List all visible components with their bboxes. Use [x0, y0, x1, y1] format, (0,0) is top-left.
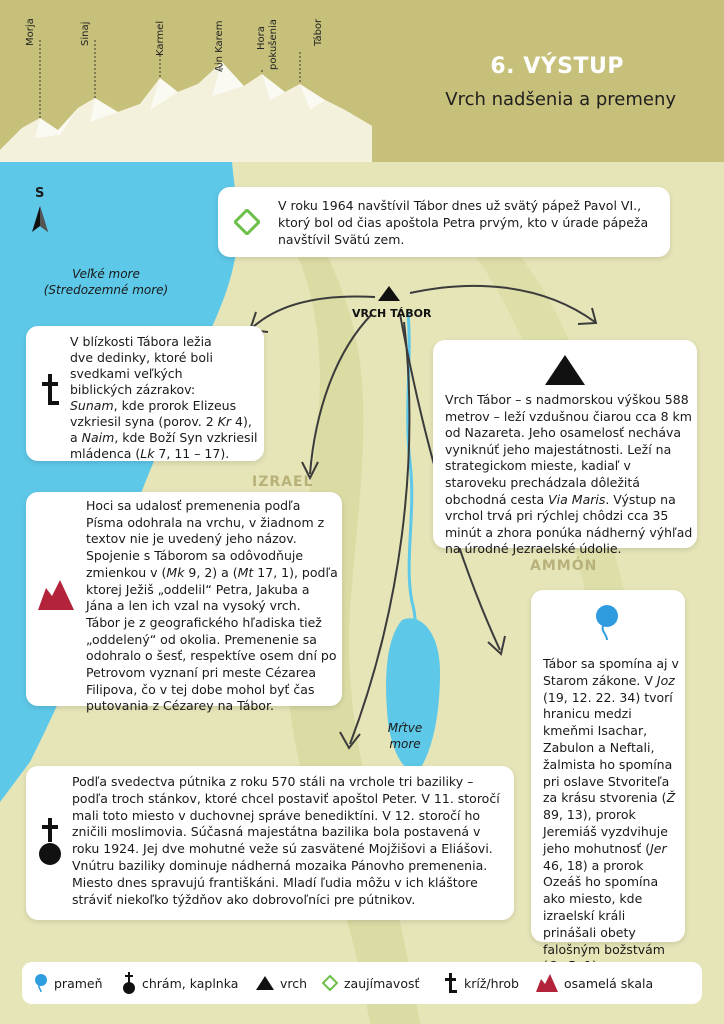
legend-item-cross	[444, 962, 519, 1004]
legend-label: kríž/hrob	[464, 975, 519, 991]
ot-text-part: 89, 13), prorok Jeremiáš vyzdvihuje jeho mohutnosť (	[543, 807, 668, 856]
card-oldtestament	[531, 590, 685, 957]
card-mountain	[433, 340, 697, 557]
legend-item-rock	[536, 962, 653, 1004]
legend-item-attraction	[322, 962, 419, 1004]
peak-label-morja: Morja	[25, 18, 36, 46]
header	[0, 0, 724, 162]
peak-label-ain-karem: Ain Karem	[214, 20, 225, 72]
via-maris: Via Maris	[548, 491, 606, 507]
mountain-icon	[256, 976, 274, 990]
church-icon	[38, 818, 62, 866]
mountain-text-part: . Výstup na vrchol trvá pri rýchlej chôdzi cca 35 minút a zhora ponúka nádherný výhľad na úrodné Jezraelské údolie.	[445, 491, 693, 557]
villages-naim: Naim	[81, 430, 115, 445]
ot-text-part: Tábor sa spomína aj v Starom zákone. V	[543, 656, 679, 688]
card-transfiguration-text	[86, 498, 338, 715]
dead-sea-label	[380, 720, 430, 752]
dead-sea-label-line2: more	[389, 737, 421, 751]
legend-item-spring	[34, 962, 103, 1004]
villages-line: biblických zázrakov:	[70, 382, 196, 397]
peak-label-tabor: Tábor	[313, 18, 324, 46]
villages-line: V blízkosti Tábora ležia	[70, 334, 212, 349]
villages-line	[70, 446, 260, 462]
tabor-label: VRCH TÁBOR	[352, 307, 432, 320]
villages-text-part: , kde prorok Elizeus	[113, 398, 237, 413]
villages-line	[70, 430, 260, 446]
card-villages-text	[70, 334, 260, 462]
church-icon	[122, 972, 136, 994]
ref-z: Ž	[666, 790, 676, 806]
transfiguration-text-part: 9, 2) a (	[184, 564, 238, 580]
card-basilica-text: Podľa svedectva pútnika z roku 570 stáli na vrchole tri baziliky – podľa troch stánkov, ktoré chcel postaviť apoštol Peter. V 11. storočí mali toto miesto v duchovnej správe benediktíni. V 12. storočí ho zničili moslimovia. Súčasná majestátna bazilika bola postavená v roku 1924. Jej dve mohutné veže sú zasvätené Mojžišovi a Eliášovi. Vnútru baziliky dominuje nádherná mozaika Pánovho premenenia. Miesto dnes spravujú františkáni. Mladí ľudia môžu v ich kláštore stráviť niekoľko týždňov ako dobrovoľníci pre pútnikov.	[72, 774, 500, 907]
villages-line	[70, 398, 260, 414]
villages-ref: Kr	[217, 414, 232, 429]
section-subtitle: Vrch nadšenia a premeny	[445, 89, 676, 110]
ref-mt: Mt	[237, 564, 254, 580]
mountain-icon	[545, 354, 585, 386]
dead-sea-label-line1: Mŕtve	[387, 721, 423, 735]
villages-sunam: Sunam	[70, 398, 114, 413]
ref-joz: Joz	[656, 672, 675, 688]
transfiguration-text-part: Hoci sa udalosť premenenia podľa Písma odohrala na vrchu, v žiadnom z textov nie je uvedený jeho názov. Spojenie s Táborom sa odôvodňuje zmienkou v (	[86, 498, 325, 580]
peak-label-pokusenia: pokušenia	[268, 19, 279, 70]
ot-text-part: (19, 12. 22. 34) tvorí hranicu medzi kmeňmi Isachar, Zabulon a Neftali, žalmista ho spomína pri oslave Stvoriteľa za krásu stvorenia (	[543, 689, 673, 806]
transfiguration-text-part: 17, 1), podľa ktorej Ježiš „oddelil“ Petra, Jakuba a Jána a len ich vzal na vysoký vrch. Tábor je z geografického hľadiska tiež „oddelený“ od okolia. Premenenie sa odohralo o šesť, respektíve osem dní po Petrovom vyznaní pri meste Cézarea Filipova, čo v tej dobe mohol byť čas putovania z Cézarey na Tábor.	[86, 564, 338, 714]
section-title: 6. VÝSTUP	[490, 54, 624, 79]
ref-jer: Jer	[650, 840, 667, 856]
cross-grave-icon	[444, 973, 458, 993]
legend-label: chrám, kaplnka	[142, 975, 239, 991]
peak-label-sinaj: Sinaj	[80, 21, 91, 46]
legend-label: osamelá skala	[564, 975, 654, 991]
legend-label: prameň	[54, 975, 103, 991]
country-label-israel: IZRAEL	[252, 474, 314, 490]
villages-ref: Lk	[140, 446, 155, 461]
sea-label-line1: Veľké more	[72, 267, 140, 281]
card-villages	[26, 326, 264, 461]
villages-line: dve dedinky, ktoré boli	[70, 350, 213, 365]
legend-label: zaujímavosť	[344, 975, 420, 991]
legend-item-mountain	[256, 962, 307, 1004]
north-label: S	[35, 186, 45, 201]
peak-label-karmel: Karmel	[155, 20, 166, 56]
villages-text-part: 7, 11 – 17).	[154, 446, 230, 461]
ot-text-part: 46, 18) a prorok Ozeáš ho spomína ako miesto, kde izraelskí králi prinášali obety falošným božstvám	[543, 857, 665, 957]
card-mountain-text	[445, 392, 693, 558]
legend	[22, 962, 702, 1004]
card-pope	[218, 187, 670, 257]
sea-label	[36, 266, 176, 298]
card-transfiguration	[26, 492, 342, 714]
mountain-range-illustration	[0, 0, 724, 162]
villages-text-part: vzkriesil syna (porov. 2	[70, 414, 218, 429]
cross-grave-icon	[40, 374, 60, 406]
villages-text-part: a	[70, 430, 82, 445]
mountain-text-part: Vrch Tábor – s nadmorskou výškou 588 metrov – leží vzdušnou čiarou cca 8 km od Nazareta. Jeho osamelosť necháva vyniknúť jeho majestátnosti. Leží na strategickom mieste, kadiaľ v staroveku prechádzala dôležitá obchodná cesta	[445, 392, 692, 507]
villages-text-part: mládenca (	[70, 446, 141, 461]
spring-icon	[593, 604, 621, 642]
card-basilica	[26, 766, 514, 920]
spring-icon	[34, 974, 48, 992]
legend-item-church	[122, 962, 238, 1004]
solitary-rock-icon	[38, 580, 74, 610]
attraction-icon	[322, 975, 338, 991]
legend-label: vrch	[280, 975, 308, 991]
villages-line	[70, 414, 260, 430]
attraction-icon	[234, 209, 260, 235]
ref-mk: Mk	[166, 564, 185, 580]
villages-text-part: 4),	[231, 414, 252, 429]
villages-text-part: , kde Boží Syn vzkriesil	[114, 430, 258, 445]
sea-label-line2: (Stredozemné more)	[43, 283, 169, 297]
solitary-rock-icon	[536, 974, 558, 992]
card-oldtestament-text	[543, 656, 681, 975]
country-label-ammon: AMMÓN	[530, 558, 598, 574]
villages-line: svedkami veľkých	[70, 366, 183, 381]
peak-label-hora: Hora	[256, 26, 267, 50]
card-pope-text: V roku 1964 navštívil Tábor dnes už svätý pápež Pavol VI., ktorý bol od čias apoštola Petra prvým, kto v úrade pápeža navštívil Svätú zem.	[278, 198, 649, 247]
